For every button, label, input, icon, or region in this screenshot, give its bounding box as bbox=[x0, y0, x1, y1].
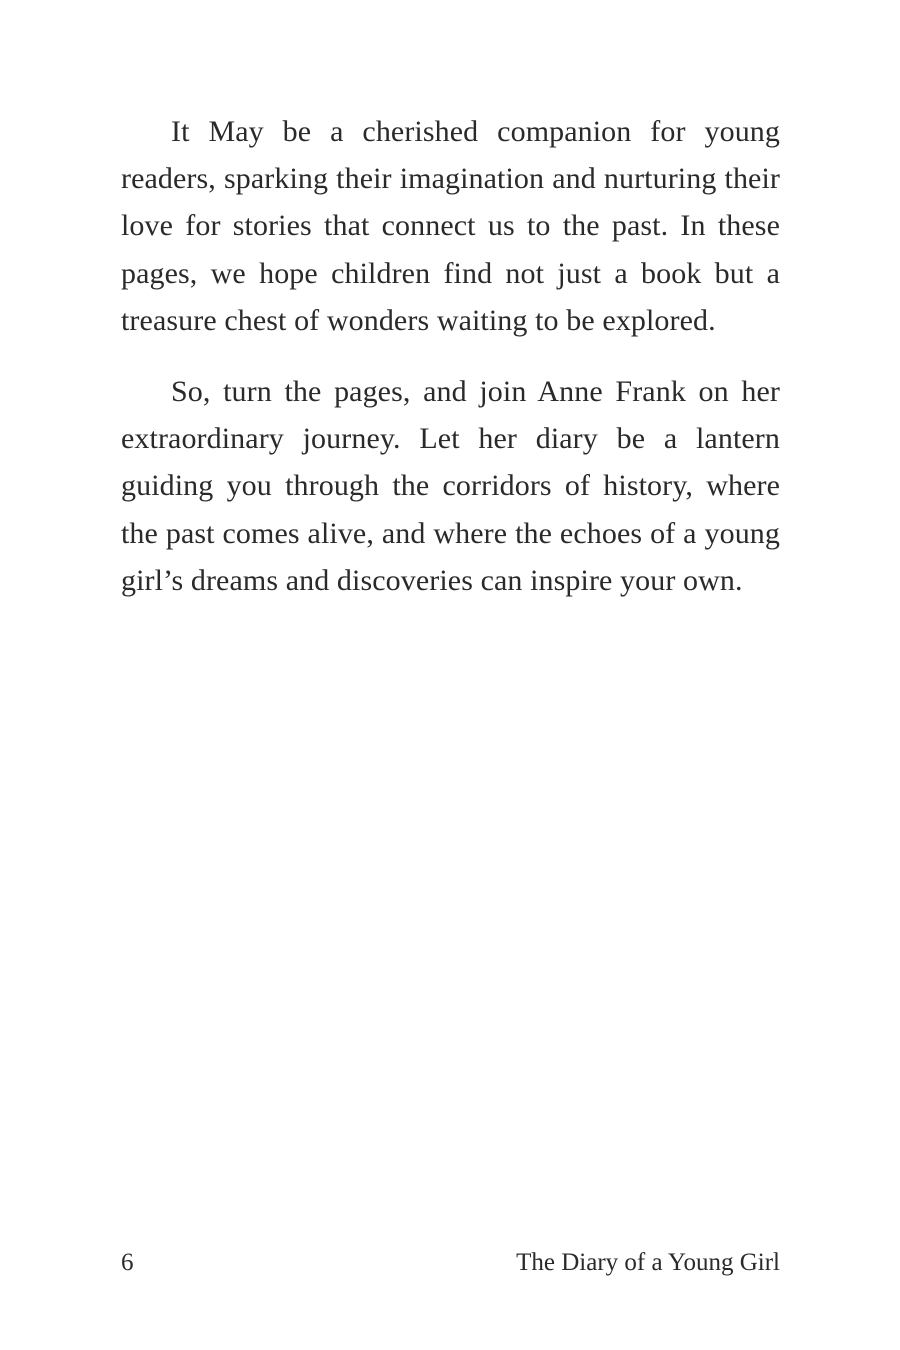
paragraph-2: So, turn the pages, and join Anne Frank on her extraordinary journey. Let her diary be a lantern guiding you through the corridors of history, where the past comes alive, and where the echoes of a young girl’s dreams and discoveries can inspire your own. bbox=[121, 375, 780, 597]
page-footer bbox=[121, 1246, 780, 1280]
running-title: The Diary of a Young Girl bbox=[516, 1249, 780, 1276]
page-number: 6 bbox=[121, 1249, 134, 1276]
paragraph-1: It May be a cherished companion for young readers, sparking their imagination and nurturing their love for stories that connect us to the past. In these pages, we hope children find not just a book but a treasure chest of wonders waiting to be explored. bbox=[121, 115, 780, 337]
body-text bbox=[121, 108, 780, 628]
